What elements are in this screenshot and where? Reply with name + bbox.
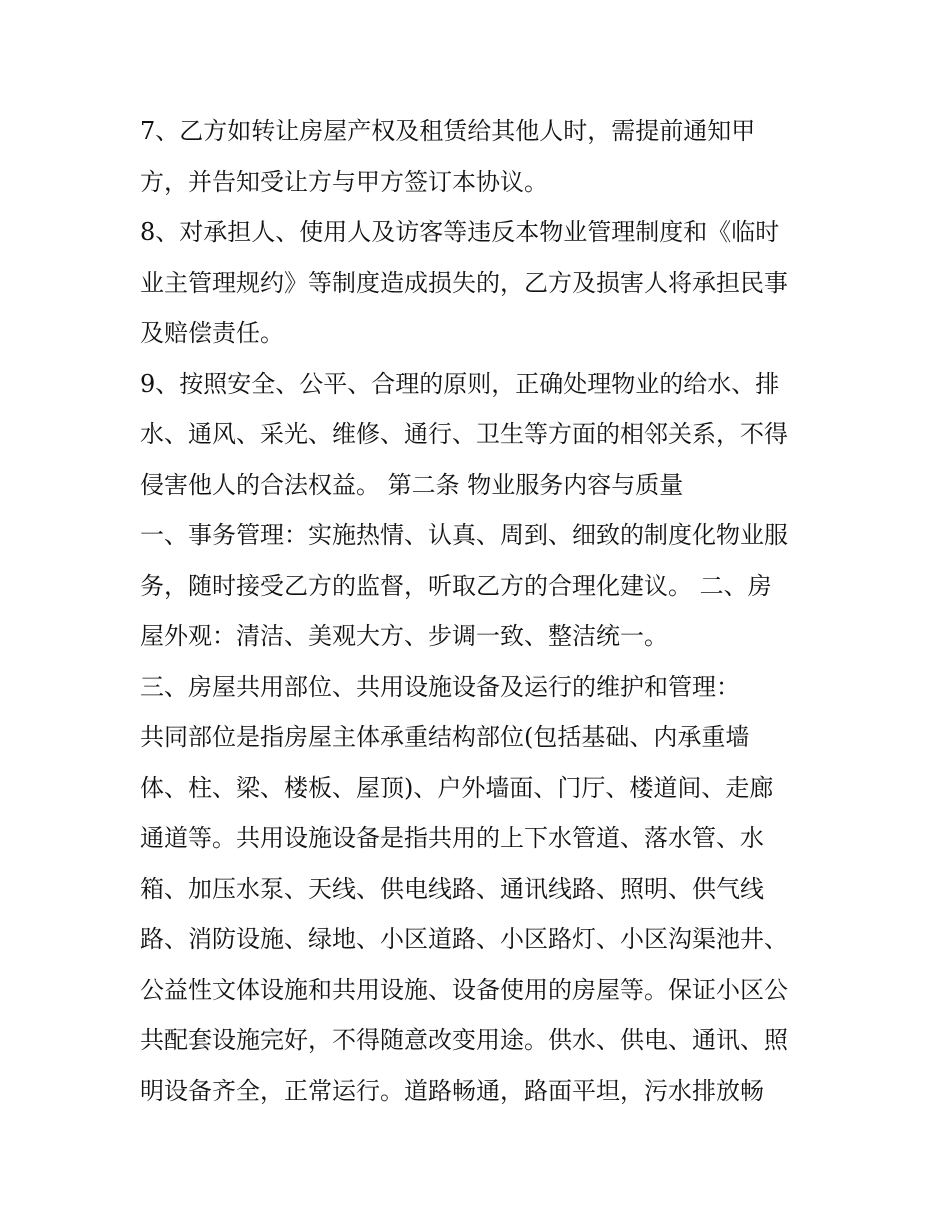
text-line: 务，随时接受乙方的监督，听取乙方的合理化建议。 二、房	[140, 571, 772, 600]
text-line: 一、事务管理：实施热情、认真、周到、细致的制度化物业服	[140, 521, 788, 549]
text-line: 屋外观：清洁、美观大方、步调一致、整洁统一。	[140, 622, 668, 650]
text-line: 9、按照安全、公平、合理的原则，正确处理物业的给水、排	[140, 369, 780, 398]
text-line: 及赔偿责任。	[140, 319, 284, 347]
text-line: 7、乙方如转让房屋产权及租赁给其他人时，需提前通知甲	[140, 117, 756, 145]
text-line: 体、柱、梁、楼板、屋顶)、户外墙面、门厅、楼道间、走廊	[140, 773, 774, 802]
text-line: 方，并告知受让方与甲方签订本协议。	[140, 167, 548, 196]
text-line: 共同部位是指房屋主体承重结构部位(包括基础、内承重墙	[140, 723, 750, 751]
text-line: 业主管理规约》等制度造成损失的，乙方及损害人将承担民事	[140, 268, 788, 297]
text-line: 通道等。共用设施设备是指共用的上下水管道、落水管、水	[140, 824, 764, 852]
document-body	[140, 106, 820, 1116]
text-line: 侵害他人的合法权益。 第二条 物业服务内容与质量	[140, 470, 684, 499]
text-line: 路、消防设施、绿地、小区道路、小区路灯、小区沟渠池井、	[140, 925, 788, 953]
text-line: 水、通风、采光、维修、通行、卫生等方面的相邻关系，不得	[140, 420, 788, 448]
text-line: 公益性文体设施和共用设施、设备使用的房屋等。保证小区公	[140, 975, 788, 1004]
text-line: 三、房屋共用部位、共用设施设备及运行的维护和管理：	[140, 672, 740, 701]
text-line: 共配套设施完好，不得随意改变用途。供水、供电、通讯、照	[140, 1026, 788, 1054]
text-line: 箱、加压水泵、天线、供电线路、通讯线路、照明、供气线	[140, 874, 764, 903]
text-line: 明设备齐全，正常运行。道路畅通，路面平坦，污水排放畅	[140, 1076, 764, 1105]
text-line: 8、对承担人、使用人及访客等违反本物业管理制度和《临时	[140, 218, 780, 246]
